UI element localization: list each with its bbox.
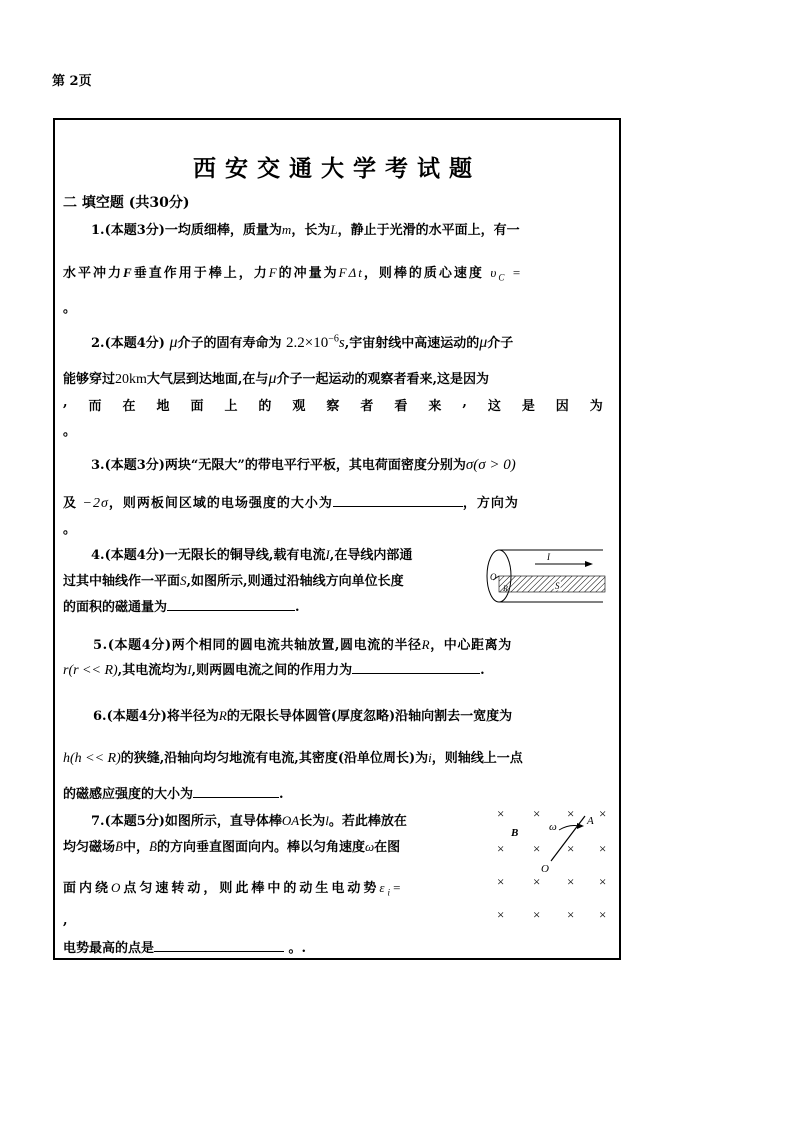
q4-line2: 过其中轴线作一平面S,如图所示,则通过沿轴线方向单位长度	[63, 573, 404, 589]
svg-text:×: ×	[599, 874, 607, 889]
svg-text:×: ×	[497, 841, 505, 856]
exam-title: 西安交通大学考试题	[193, 155, 481, 182]
q1-line2: 水平冲力F垂直作用于棒上，力F的冲量为FΔt，则棒的质心速度 $\upsilon_C$ =	[63, 265, 523, 283]
q7-line1: 7.(本题5分)如图所示，直导体棒OA长为l。若此棒放在	[91, 813, 407, 829]
svg-text:×: ×	[533, 841, 541, 856]
q5-line2: r(r << R),其电流均为I,则两圆电流之间的作用力为 .	[63, 662, 485, 678]
q2-line3: , 而 在 地 面 上 的 观 察 者 看 来 , 这 是 因 为	[63, 395, 603, 414]
exam-frame	[53, 118, 621, 960]
svg-text:R: R	[503, 584, 508, 593]
q3-blank[interactable]	[333, 494, 463, 507]
q7-line4: ,	[63, 913, 68, 928]
svg-text:×: ×	[567, 841, 575, 856]
q6-line1: 6.(本题4分)将半径为R的无限长导体圆管(厚度忽略)沿轴向割去一宽度为	[93, 708, 513, 724]
q6-line2: h(h << R)的狭缝,沿轴向均匀地流有电流,其密度(沿单位周长)为i，则轴线上一点	[63, 750, 523, 766]
svg-text:×: ×	[599, 841, 607, 856]
svg-text:×: ×	[567, 907, 575, 921]
svg-text:×: ×	[497, 907, 505, 921]
q5-blank[interactable]	[352, 661, 480, 674]
svg-text:I: I	[547, 552, 550, 562]
svg-text:×: ×	[599, 907, 607, 921]
page-number: 第 2页	[52, 74, 92, 89]
svg-text:×: ×	[533, 874, 541, 889]
svg-text:×: ×	[497, 874, 505, 889]
q1-line1: 1.(本题3分)一均质细棒，质量为m，长为L，静止于光滑的水平面上，有一	[91, 222, 520, 238]
q5-line1: 5.(本题4分)两个相同的圆电流共轴放置,圆电流的半径R，中心距离为	[93, 637, 512, 653]
svg-text:×: ×	[599, 806, 607, 821]
svg-text:O: O	[490, 572, 497, 582]
q7-line2: 均匀磁场B̄中，B̄的方向垂直图面向内。棒以匀角速度ω在图	[63, 839, 401, 855]
q4-line3: 的面积的磁通量为 .	[63, 600, 300, 615]
q3-line3: 。	[63, 522, 77, 537]
q6-line3: 的磁感应强度的大小为 .	[63, 787, 284, 802]
q3-line2: 及 −2σ，则两板间区域的电场强度的大小为 ，方向为	[63, 496, 519, 511]
svg-text:×: ×	[497, 806, 505, 821]
q2-line4: 。	[63, 424, 77, 439]
svg-text:S: S	[555, 581, 560, 591]
q4-line1: 4.(本题4分)一无限长的铜导线,载有电流I,在导线内部通	[91, 547, 413, 563]
q3-line1: 3.(本题3分)两块“无限大”的带电平行平板，其电荷面密度分别为σ(σ > 0)	[91, 457, 516, 473]
q1-line3: 。	[63, 301, 77, 316]
svg-text:A: A	[587, 815, 594, 827]
q4-blank[interactable]	[167, 598, 295, 611]
q6-blank[interactable]	[193, 785, 279, 798]
q2-line2: 能够穿过20km大气层到达地面,在与μ介子一起运动的观察者看来,这是因为	[63, 370, 489, 387]
svg-text:×: ×	[533, 806, 541, 821]
svg-text:ω: ω	[549, 821, 557, 833]
svg-text:×: ×	[567, 806, 575, 821]
svg-text:×: ×	[567, 874, 575, 889]
q7-line3: 面内绕O点匀速转动，则此棒中的动生电动势$\varepsilon_i=$	[63, 880, 404, 898]
plane-s	[499, 576, 605, 592]
q7-blank[interactable]	[154, 939, 284, 952]
q4-cylinder-figure	[485, 544, 610, 606]
q7-field-figure	[491, 806, 611, 921]
svg-text:O: O	[541, 863, 549, 875]
svg-text:B: B	[511, 827, 519, 839]
q2-line1: 2.(本题4分) μ介子的固有寿命为 $2.2\times 10^{-6}s$,宇宙射线中高速运动的μ介子	[91, 333, 514, 351]
section-heading: 二 填空题 (共30分)	[63, 195, 190, 211]
q7-line5: 电势最高的点是 。.	[63, 941, 307, 956]
svg-text:×: ×	[533, 907, 541, 921]
